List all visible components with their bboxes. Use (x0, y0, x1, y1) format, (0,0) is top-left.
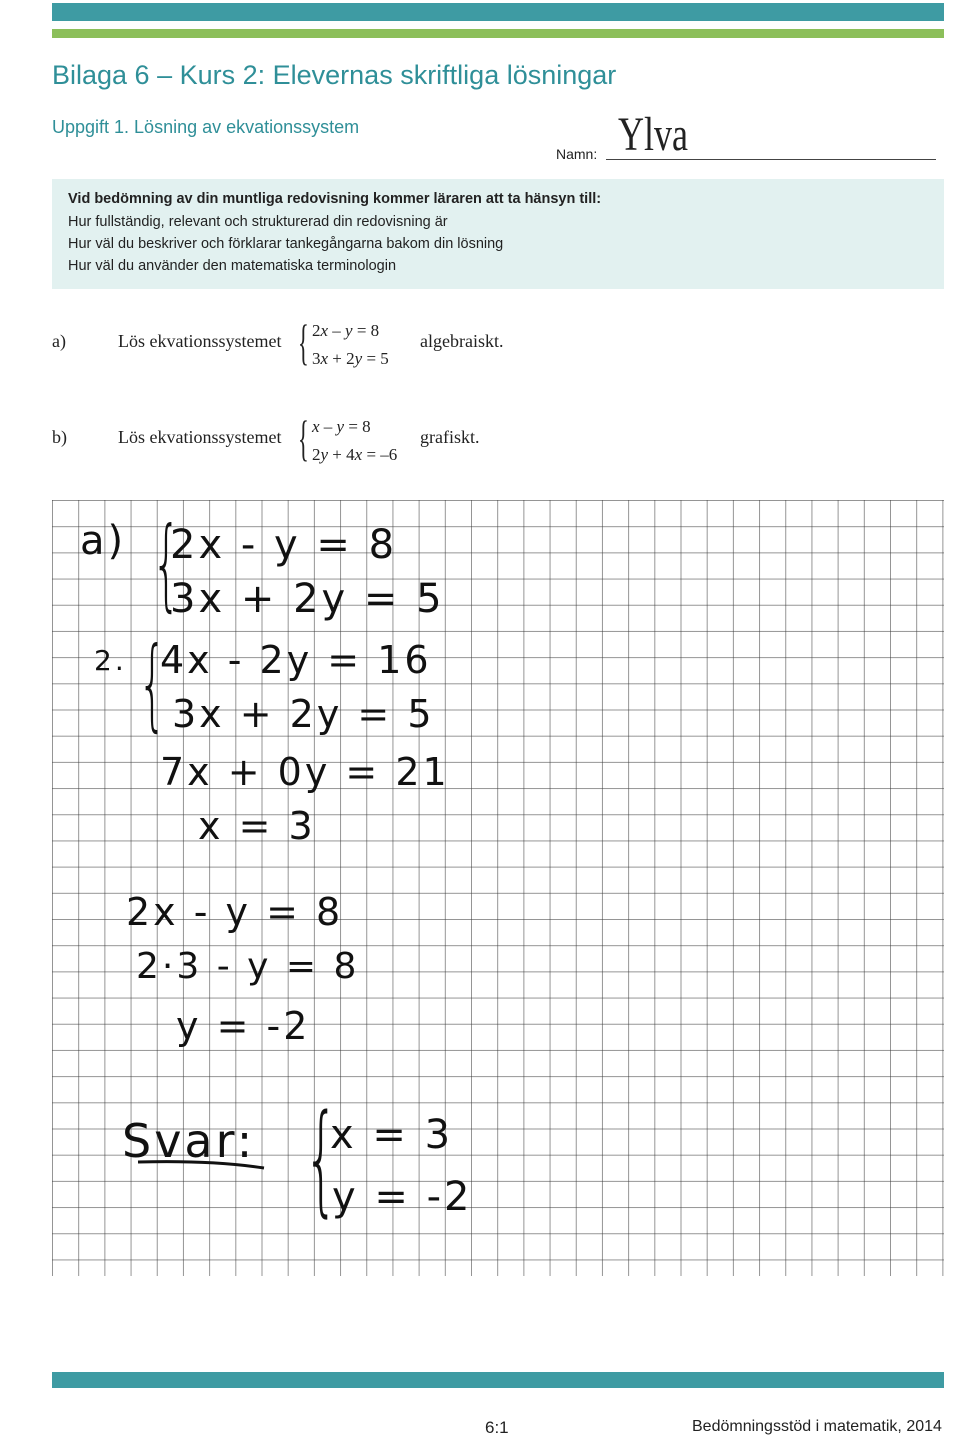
task-a-equation-2: 3x + 2y = 5 (312, 349, 389, 368)
handwritten-brace: { (304, 1090, 339, 1229)
criteria-box (52, 179, 944, 289)
handwritten-equation: 3x + 2y = 5 (170, 576, 445, 622)
handwritten-answer-label: Svar: (122, 1114, 256, 1168)
task-b-equation-1: x – y = 8 (312, 417, 371, 436)
handwritten-step-label: 2. (94, 644, 127, 677)
grid-paper (52, 500, 944, 1276)
handwritten-brace: { (152, 505, 181, 622)
criteria-item: Hur väl du beskriver och förklarar tankegångarna bakom din lösning (68, 236, 504, 252)
answer-underline (52, 500, 944, 1276)
name-value: Ylva (618, 108, 688, 161)
task-b-equation-2: 2y + 4x = –6 (312, 445, 398, 464)
handwritten-equation: 2·3 - y = 8 (136, 946, 360, 987)
handwritten-equation: y = -2 (176, 1004, 311, 1048)
system-brace: { (298, 314, 309, 370)
task-a-text: Lös ekvationssystemet (118, 331, 282, 351)
task-b-method: grafiskt. (420, 427, 480, 447)
handwritten-brace: { (138, 625, 167, 742)
page-subtitle: Uppgift 1. Lösning av ekvationssystem (52, 117, 360, 137)
footer-bar (52, 1372, 944, 1388)
handwritten-answer: x = 3 (330, 1112, 454, 1158)
task-b-label: b) (52, 427, 67, 447)
handwritten-label-a: a) (80, 518, 127, 564)
handwritten-equation: 2x - y = 8 (126, 890, 344, 934)
task-a-equation-1: 2x – y = 8 (312, 321, 380, 340)
handwritten-equation: 3x + 2y = 5 (172, 692, 435, 736)
handwritten-equation: x = 3 (198, 804, 316, 848)
page-title: Bilaga 6 – Kurs 2: Elevernas skriftliga lösningar (52, 60, 617, 90)
task-a-label: a) (52, 331, 66, 351)
footer-text: Bedömningsstöd i matematik, 2014 (692, 1418, 942, 1435)
criteria-lead: Vid bedömning av din muntliga redovisning kommer läraren att ta hänsyn till: (68, 191, 602, 207)
handwritten-equation: 7x + 0y = 21 (160, 750, 450, 794)
criteria-item: Hur fullständig, relevant och strukturerad din redovisning är (68, 214, 448, 230)
task-b-text: Lös ekvationssystemet (118, 427, 282, 447)
handwritten-equation: 4x - 2y = 16 (160, 638, 432, 682)
system-brace: { (298, 410, 309, 466)
header-bar-green (52, 29, 944, 38)
page-number: 6:1 (485, 1418, 509, 1437)
handwritten-equation: 2x - y = 8 (170, 522, 398, 568)
task-a-method: algebraiskt. (420, 331, 504, 351)
header-bar-teal (52, 3, 944, 21)
criteria-item: Hur väl du använder den matematiska terminologin (68, 258, 397, 274)
name-label: Namn: (556, 146, 598, 162)
handwritten-answer: y = -2 (332, 1174, 473, 1220)
